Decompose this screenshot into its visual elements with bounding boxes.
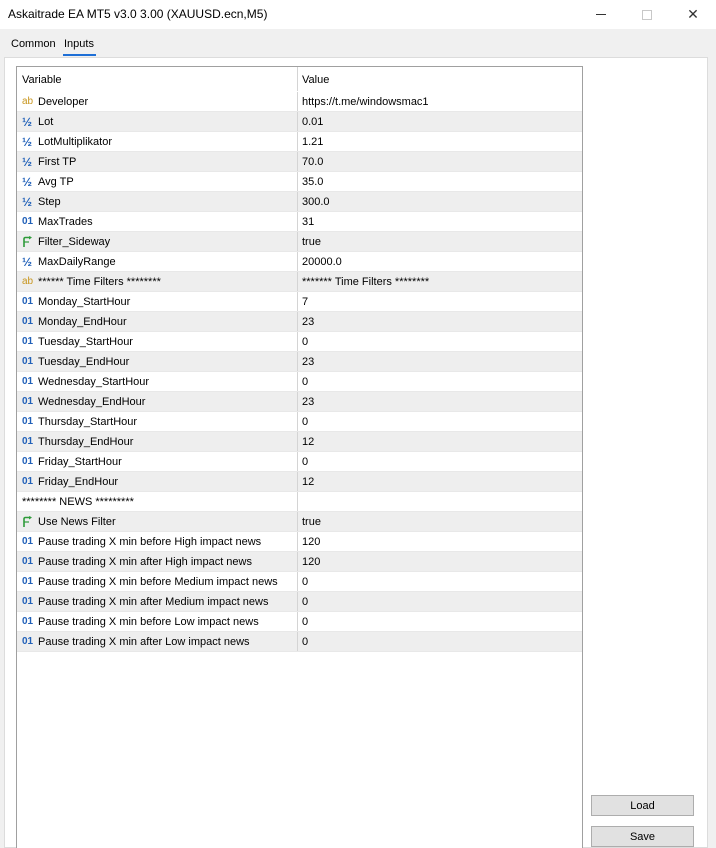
variable-cell — [17, 112, 298, 131]
table-header — [17, 67, 582, 92]
variable-name: Avg TP — [38, 175, 74, 188]
variable-name: Wednesday_EndHour — [38, 395, 146, 408]
int-icon: 01 — [22, 395, 34, 407]
variable-cell — [17, 372, 298, 391]
int-icon: 01 — [22, 435, 34, 447]
variable-name: Developer — [38, 95, 89, 108]
variable-name: MaxDailyRange — [38, 255, 116, 268]
table-row[interactable] — [17, 132, 582, 152]
value-cell[interactable] — [298, 492, 582, 511]
double-icon: ½ — [22, 114, 33, 129]
variable-cell — [17, 352, 298, 371]
window-title: Askaitrade EA MT5 v3.0 3.00 (XAUUSD.ecn,M5) — [8, 7, 268, 21]
variable-name: Pause trading X min before Low impact news — [38, 615, 259, 628]
table-row[interactable] — [17, 612, 582, 632]
table-row[interactable] — [17, 512, 582, 532]
variable-cell — [17, 612, 298, 631]
variable-cell — [17, 392, 298, 411]
maximize-button[interactable] — [624, 0, 670, 29]
table-row[interactable] — [17, 492, 582, 512]
table-row[interactable] — [17, 592, 582, 612]
table-row[interactable] — [17, 372, 582, 392]
int-icon: 01 — [22, 635, 34, 647]
double-icon: ½ — [22, 194, 33, 209]
variable-cell — [17, 152, 298, 171]
table-row[interactable] — [17, 312, 582, 332]
value-cell[interactable]: 35.0 — [302, 175, 324, 188]
variable-name: Thursday_StartHour — [38, 415, 138, 428]
active-tab-indicator — [63, 54, 96, 56]
variable-cell — [17, 532, 298, 551]
table-row[interactable] — [17, 252, 582, 272]
variable-name: Pause trading X min before High impact news — [38, 535, 262, 548]
table-row[interactable] — [17, 552, 582, 572]
value-cell[interactable]: 12 — [302, 435, 315, 448]
value-cell[interactable]: 0 — [302, 595, 309, 608]
variable-name: Filter_Sideway — [38, 235, 111, 248]
variable-name: ******** NEWS ********* — [22, 495, 134, 508]
value-cell[interactable]: 0 — [302, 335, 309, 348]
variable-cell — [17, 492, 298, 511]
variable-name: Friday_StartHour — [38, 455, 122, 468]
table-row[interactable] — [17, 272, 582, 292]
int-icon: 01 — [22, 575, 34, 587]
table-row[interactable] — [17, 632, 582, 652]
value-cell[interactable]: 0 — [302, 575, 309, 588]
variable-name: Monday_StartHour — [38, 295, 131, 308]
close-button[interactable] — [670, 0, 716, 29]
value-cell[interactable]: 0 — [302, 615, 309, 628]
int-icon: 01 — [22, 375, 34, 387]
title-bar — [0, 0, 716, 29]
variable-name: Thursday_EndHour — [38, 435, 134, 448]
string-icon: ab — [22, 95, 34, 107]
value-cell[interactable]: 0 — [302, 375, 309, 388]
variable-cell — [17, 452, 298, 471]
table-row[interactable] — [17, 532, 582, 552]
value-cell[interactable]: 23 — [302, 315, 315, 328]
variable-cell — [17, 332, 298, 351]
column-header-variable[interactable]: Variable — [17, 67, 298, 91]
table-row[interactable] — [17, 212, 582, 232]
minimize-button[interactable] — [578, 0, 624, 29]
value-cell[interactable]: 20000.0 — [302, 255, 342, 268]
int-icon: 01 — [22, 415, 34, 427]
table-row[interactable] — [17, 152, 582, 172]
variable-cell — [17, 132, 298, 151]
int-icon: 01 — [22, 595, 34, 607]
variable-name: ****** Time Filters ******** — [38, 275, 161, 288]
variable-name: Wednesday_StartHour — [38, 375, 150, 388]
int-icon: 01 — [22, 315, 34, 327]
variable-cell — [17, 472, 298, 491]
table-row[interactable] — [17, 332, 582, 352]
variable-cell — [17, 412, 298, 431]
value-cell[interactable]: 70.0 — [302, 155, 324, 168]
tab-common[interactable]: Common — [11, 38, 56, 50]
bool-icon — [22, 236, 36, 248]
int-icon: 01 — [22, 615, 34, 627]
value-cell[interactable]: ******* Time Filters ******** — [302, 275, 430, 288]
load-button[interactable]: Load — [591, 795, 694, 816]
window-edge — [708, 57, 716, 848]
value-cell[interactable]: 0.01 — [302, 115, 324, 128]
variable-name: First TP — [38, 155, 77, 168]
variable-name: Tuesday_StartHour — [38, 335, 133, 348]
table-row[interactable] — [17, 112, 582, 132]
value-cell[interactable]: 23 — [302, 395, 315, 408]
bool-icon — [22, 516, 36, 528]
int-icon: 01 — [22, 555, 34, 567]
save-button[interactable]: Save — [591, 826, 694, 847]
minimize-icon — [596, 14, 606, 15]
table-row[interactable] — [17, 92, 582, 112]
value-cell[interactable]: 31 — [302, 215, 315, 228]
variable-cell — [17, 212, 298, 231]
int-icon: 01 — [22, 535, 34, 547]
value-cell[interactable]: 12 — [302, 475, 315, 488]
variable-name: Use News Filter — [38, 515, 116, 528]
table-row[interactable] — [17, 292, 582, 312]
variable-name: MaxTrades — [38, 215, 93, 228]
table-row[interactable] — [17, 192, 582, 212]
int-icon: 01 — [22, 295, 34, 307]
variable-name: Pause trading X min after Low impact news — [38, 635, 250, 648]
tab-inputs[interactable]: Inputs — [64, 38, 94, 50]
value-cell[interactable]: 0 — [302, 635, 309, 648]
variable-cell — [17, 512, 298, 531]
table-row[interactable] — [17, 412, 582, 432]
variable-cell — [17, 552, 298, 571]
variable-name: Lot — [38, 115, 54, 128]
int-icon: 01 — [22, 215, 34, 227]
double-icon: ½ — [22, 174, 33, 189]
value-cell[interactable]: 0 — [302, 415, 309, 428]
table-row[interactable] — [17, 172, 582, 192]
value-cell[interactable]: 1.21 — [302, 135, 324, 148]
table-row[interactable] — [17, 432, 582, 452]
variable-cell — [17, 92, 298, 111]
variable-cell — [17, 292, 298, 311]
variable-name: Pause trading X min after Medium impact news — [38, 595, 269, 608]
value-cell[interactable]: 120 — [302, 555, 321, 568]
double-icon: ½ — [22, 134, 33, 149]
string-icon: ab — [22, 275, 34, 287]
double-icon: ½ — [22, 254, 33, 269]
variable-name: Pause trading X min after High impact news — [38, 555, 252, 568]
variable-cell — [17, 312, 298, 331]
value-cell[interactable]: true — [302, 515, 321, 528]
close-icon: ✕ — [687, 6, 699, 22]
int-icon: 01 — [22, 475, 34, 487]
variable-name: Tuesday_EndHour — [38, 355, 130, 368]
table-row[interactable] — [17, 352, 582, 372]
table-row[interactable] — [17, 572, 582, 592]
table-row[interactable] — [17, 232, 582, 252]
value-cell[interactable]: 0 — [302, 455, 309, 468]
value-cell[interactable]: true — [302, 235, 321, 248]
maximize-icon — [642, 10, 652, 20]
variable-cell — [17, 592, 298, 611]
variable-cell — [17, 572, 298, 591]
variable-cell — [17, 272, 298, 291]
variable-cell — [17, 192, 298, 211]
table-row[interactable] — [17, 392, 582, 412]
value-cell[interactable]: 7 — [302, 295, 309, 308]
variable-cell — [17, 232, 298, 251]
int-icon: 01 — [22, 335, 34, 347]
table-row[interactable] — [17, 472, 582, 492]
inputs-table — [16, 66, 583, 848]
variable-cell — [17, 632, 298, 651]
int-icon: 01 — [22, 455, 34, 467]
value-cell[interactable]: 120 — [302, 535, 321, 548]
column-header-value[interactable]: Value — [302, 74, 330, 86]
value-cell[interactable]: 23 — [302, 355, 315, 368]
int-icon: 01 — [22, 355, 34, 367]
variable-name: Friday_EndHour — [38, 475, 119, 488]
value-cell[interactable]: https://t.me/windowsmac1 — [302, 95, 429, 108]
variable-cell — [17, 252, 298, 271]
table-row[interactable] — [17, 452, 582, 472]
variable-cell — [17, 432, 298, 451]
variable-cell — [17, 172, 298, 191]
double-icon: ½ — [22, 154, 33, 169]
variable-name: Monday_EndHour — [38, 315, 127, 328]
variable-name: Step — [38, 195, 61, 208]
variable-name: LotMultiplikator — [38, 135, 112, 148]
value-cell[interactable]: 300.0 — [302, 195, 330, 208]
variable-name: Pause trading X min before Medium impact news — [38, 575, 278, 588]
tab-bar — [0, 29, 716, 57]
